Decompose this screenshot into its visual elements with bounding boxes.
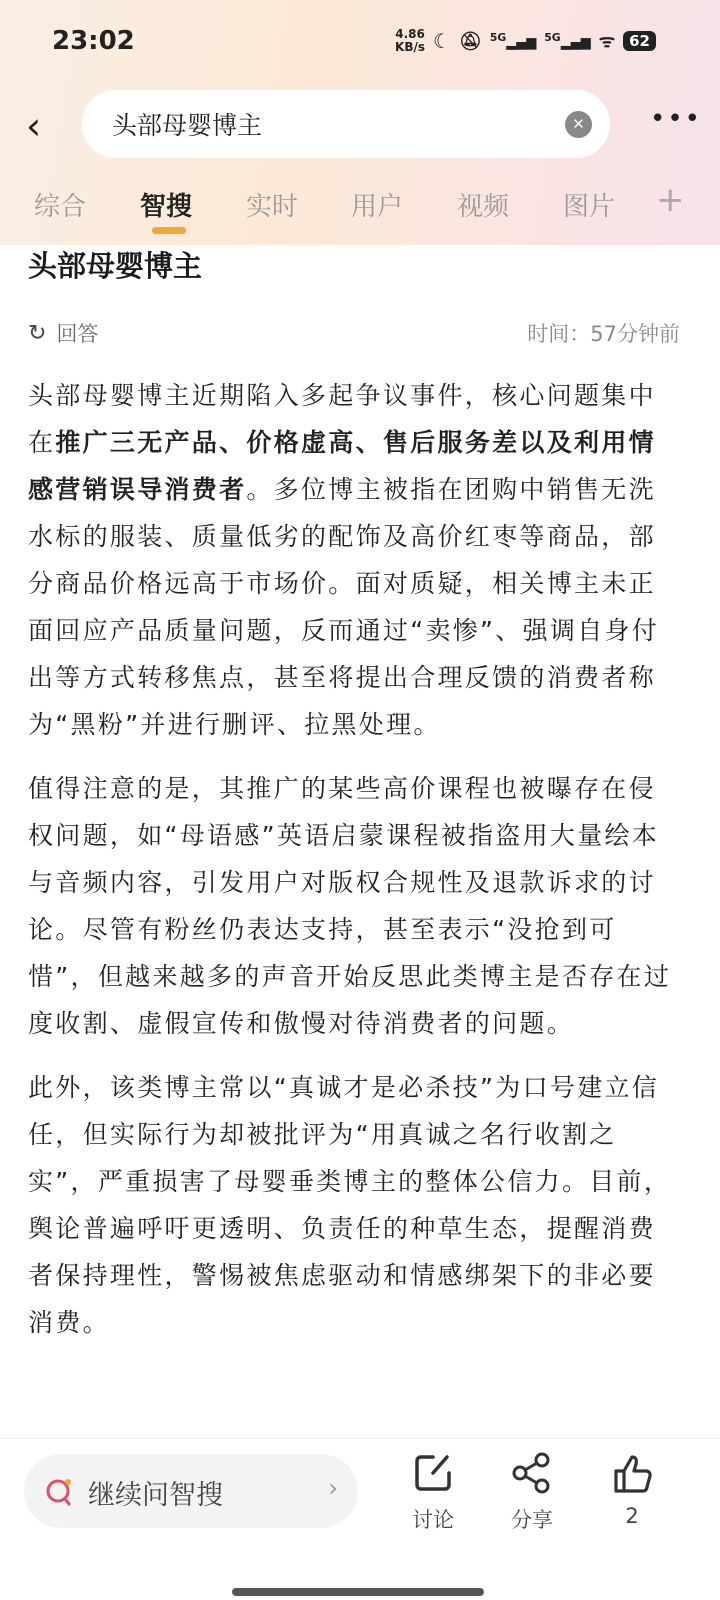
tab-general[interactable]: 综合 <box>34 192 87 222</box>
text-line <box>28 1205 698 1252</box>
text: 。多位博主被指在团购中销售无洗 <box>246 475 656 504</box>
text-line <box>28 1158 698 1205</box>
like-count: 2 <box>625 1504 639 1528</box>
text: 消费。 <box>28 1308 110 1337</box>
thumbs-up-icon <box>610 1451 654 1495</box>
tab-bar <box>0 186 720 226</box>
text-line <box>28 513 698 560</box>
search-query[interactable]: 头部母婴博主 <box>112 111 263 140</box>
tab-images[interactable]: 图片 <box>563 192 616 222</box>
text-line <box>28 654 698 701</box>
continue-ask-label: 继续问智搜 <box>88 1480 223 1511</box>
text-line <box>28 812 698 859</box>
paragraph <box>28 1064 698 1346</box>
signal-icon: $^{5G}$▂▄▆ <box>489 31 537 51</box>
text: 与音频内容，引发用户对版权合规性及退款诉求的讨 <box>28 868 656 897</box>
active-tab-indicator <box>152 227 186 234</box>
text: 面回应产品质量问题，反而通过“卖惨”、强调自身付 <box>28 616 660 645</box>
network-speed: 4.86 KB/s <box>395 27 426 54</box>
text: 实”，严重损害了母婴垂类博主的整体公信力。目前， <box>28 1167 672 1196</box>
text-line <box>28 701 698 748</box>
text: 舆论普遍呼吁更透明、负责任的种草生态，提醒消费 <box>28 1214 656 1243</box>
continue-ask-button[interactable] <box>24 1454 358 1528</box>
moon-icon: ☾ <box>433 29 451 53</box>
wifi-icon: ᯤ <box>598 31 616 52</box>
discuss-label: 讨论 <box>412 1508 454 1532</box>
edit-icon <box>411 1451 455 1495</box>
bell-muted-icon: 🔕︎ <box>458 30 482 52</box>
text-line <box>28 419 698 466</box>
text-line <box>28 560 698 607</box>
back-button[interactable]: ‹ <box>26 104 42 148</box>
share-button[interactable] <box>497 1451 567 1534</box>
smart-search-icon <box>44 1476 76 1508</box>
text: 权问题，如“母语感”英语启蒙课程被指盗用大量绘本 <box>28 821 660 850</box>
tab-realtime[interactable]: 实时 <box>246 192 299 222</box>
text: 值得注意的是，其推广的某些高价课程也被曝存在侵 <box>28 774 656 803</box>
text: 水标的服装、质量低劣的配饰及高价红枣等商品，部 <box>28 522 656 551</box>
more-button[interactable]: ••• <box>649 104 702 134</box>
text-line <box>28 466 698 513</box>
text-line <box>28 1299 698 1346</box>
bold-text: 推广三无产品、价格虚高、售后服务差以及利用情 <box>55 428 656 457</box>
clear-icon[interactable]: ✕ <box>565 111 592 138</box>
share-label: 分享 <box>511 1508 553 1532</box>
tab-smart-search[interactable]: 智搜 <box>140 192 193 222</box>
text-line <box>28 372 698 419</box>
answer-content <box>28 372 698 1363</box>
answer-label: 回答 <box>56 322 99 346</box>
text-line <box>28 859 698 906</box>
text-line <box>28 1111 698 1158</box>
text: 惜”，但越来越多的声音开始反思此类博主是否存在过 <box>28 962 672 991</box>
discuss-button[interactable] <box>398 1451 468 1534</box>
page-title: 头部母婴博主 <box>28 249 203 283</box>
like-button[interactable] <box>597 1451 667 1528</box>
share-icon <box>510 1451 554 1495</box>
text: 任，但实际行为却被批评为“用真诚之名行收割之 <box>28 1120 617 1149</box>
signal-icon-2: $^{5G}$▂▄▆ <box>544 31 591 51</box>
text: 出等方式转移焦点，甚至将提出合理反馈的消费者称 <box>28 663 656 692</box>
tab-video[interactable]: 视频 <box>457 192 510 222</box>
text-line <box>28 1064 698 1111</box>
text-line <box>28 607 698 654</box>
text-line <box>28 1000 698 1047</box>
chevron-right-icon: › <box>328 1474 338 1502</box>
clock: 23:02 <box>52 26 135 56</box>
text: 在 <box>28 428 56 457</box>
text-line <box>28 1252 698 1299</box>
paragraph <box>28 372 698 748</box>
text: 度收割、虚假宣传和傲慢对待消费者的问题。 <box>28 1009 575 1038</box>
battery-icon: 62 <box>623 31 656 51</box>
refresh-icon: ↻ <box>28 320 47 346</box>
text: 分商品价格远高于市场价。面对质疑，相关博主未正 <box>28 569 656 598</box>
paragraph <box>28 765 698 1047</box>
text-line <box>28 953 698 1000</box>
text: 者保持理性，警惕被焦虑驱动和情感绑架下的非必要 <box>28 1261 656 1290</box>
text: 为“黑粉”并进行删评、拉黑处理。 <box>28 710 441 739</box>
text-line <box>28 906 698 953</box>
search-input[interactable] <box>82 90 610 158</box>
timestamp: 时间：57分钟前 <box>527 322 680 346</box>
text-line <box>28 765 698 812</box>
text: 此外，该类博主常以“真诚才是必杀技”为口号建立信 <box>28 1073 660 1102</box>
bottom-bar <box>0 1438 720 1600</box>
home-indicator[interactable] <box>232 1588 484 1596</box>
tab-users[interactable]: 用户 <box>351 192 404 222</box>
text: 头部母婴博主近期陷入多起争议事件，核心问题集中 <box>28 381 656 410</box>
text: 论。尽管有粉丝仍表达支持，甚至表示“没抢到可 <box>28 915 617 944</box>
status-bar <box>0 26 720 62</box>
add-tab-button[interactable]: + <box>656 180 685 220</box>
bold-text: 感营销误导消费者 <box>28 475 247 504</box>
